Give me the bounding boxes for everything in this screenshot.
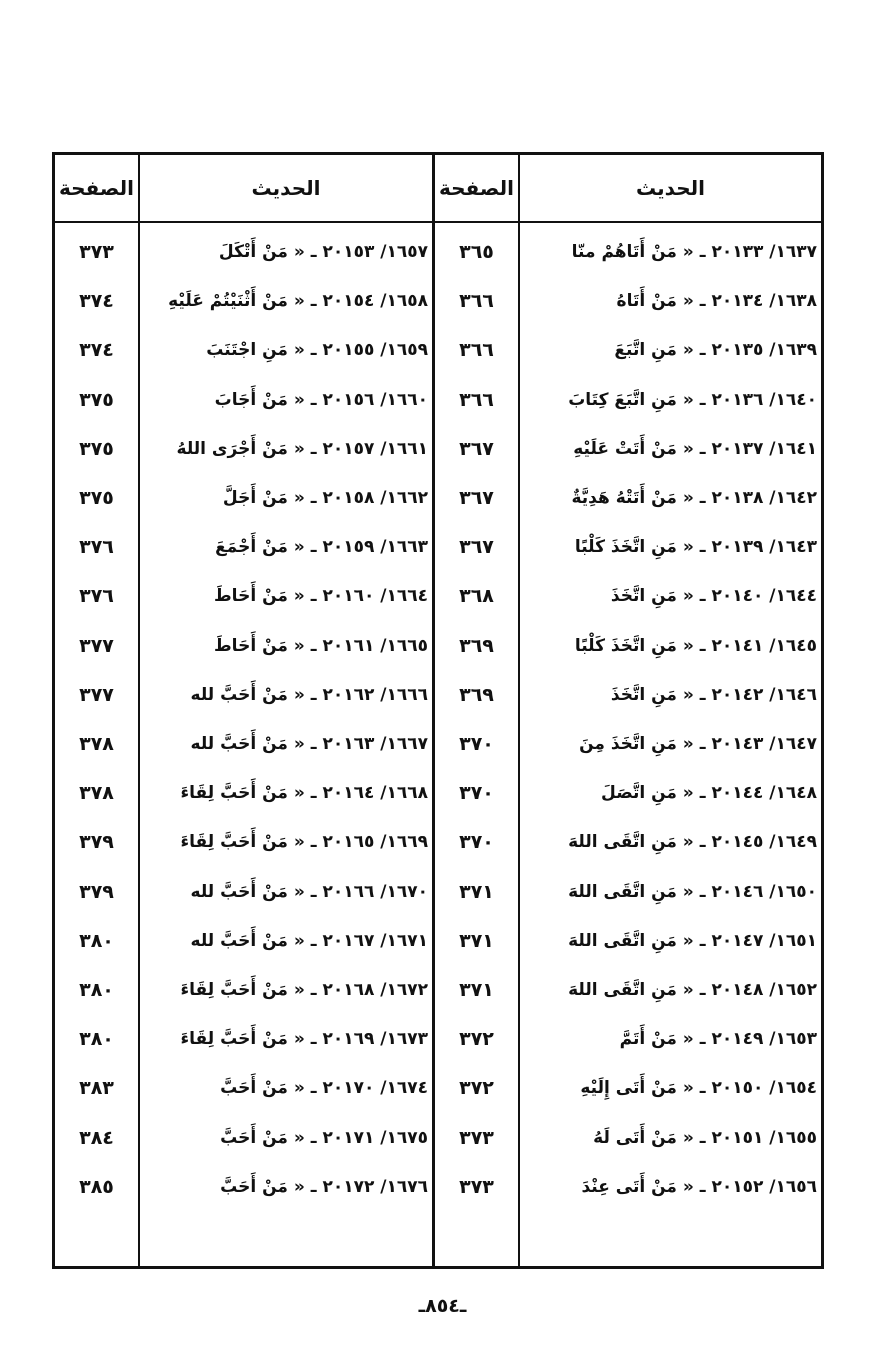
hadith-entry: ١٦٥٠/ ٢٠١٤٦ ـ « مَنِ اتَّقَى اللهَ [568,881,817,902]
header-hadith-left: الحديث [251,176,321,200]
hadith-entry: ١٦٥٨/ ٢٠١٥٤ ـ « مَنْ أَثْنَيْتُمْ عَلَيْهِ [168,291,428,312]
page-ref: ٣٧٠ [459,733,494,755]
hadith-entry: ١٦٧٦/ ٢٠١٧٢ ـ « مَنْ أَحَبَّ [220,1176,428,1197]
hadith-entry: ١٦٥٣/ ٢٠١٤٩ ـ « مَنْ أَتَمَّ [619,1029,817,1050]
page-ref: ٣٧٦ [79,536,114,559]
table-row [55,768,821,818]
page-ref: ٣٧٤ [79,339,114,362]
hadith-entry: ١٦٣٧/ ٢٠١٣٣ ـ « مَنْ أَتَاهُمْ منّا [571,242,817,262]
table-row [55,1113,821,1163]
page-ref: ٣٦٧ [459,536,494,559]
header-page-left: الصفحة [58,176,134,200]
page-ref: ٣٨٠ [79,979,114,1001]
hadith-entry: ١٦٤٨/ ٢٠١٤٤ ـ « مَنِ اتَّصَلَ [601,783,817,804]
hadith-entry: ١٦٧٠/ ٢٠١٦٦ ـ « مَنْ أَحَبَّ لله [190,881,428,902]
hadith-entry: ١٦٧١/ ٢٠١٦٧ ـ « مَنْ أَحَبَّ لله [190,930,428,951]
hadith-entry: ١٦٤٤/ ٢٠١٤٠ ـ « مَنِ اتَّخَذَ [610,586,817,607]
page-ref: ٣٧١ [459,929,494,952]
hadith-entry: ١٦٥١/ ٢٠١٤٧ ـ « مَنِ اتَّقَى اللهَ [568,930,817,951]
table-row [55,621,821,671]
page-ref: ٣٧٥ [79,487,114,509]
table-row [55,522,821,572]
page-ref: ٣٧٢ [459,1028,494,1051]
hadith-entry: ١٦٦٣/ ٢٠١٥٩ ـ « مَنْ أَجْمَعَ [215,537,428,558]
page-ref: ٣٧٩ [79,831,114,854]
hadith-entry: ١٦٦٤/ ٢٠١٦٠ ـ « مَنْ أَحَاطَ [214,586,428,607]
hadith-index-table [52,152,824,1269]
page-ref: ٣٧٨ [79,782,114,805]
hadith-entry: ١٦٥٩/ ٢٠١٥٥ ـ « مَنِ اجْتَنَبَ [206,340,428,361]
hadith-entry: ١٦٤٣/ ٢٠١٣٩ ـ « مَنِ اتَّخَذَ كَلْبًا [574,537,817,558]
hadith-entry: ١٦٤٧/ ٢٠١٤٣ ـ « مَنِ اتَّخَذَ مِنَ [579,734,817,754]
hadith-entry: ١٦٧٥/ ٢٠١٧١ ـ « مَنْ أَحَبَّ [220,1127,428,1148]
hadith-entry: ١٦٧٣/ ٢٠١٦٩ ـ « مَنْ أَحَبَّ لِقَاءَ [180,1029,428,1050]
page-ref: ٣٨٠ [79,1028,114,1051]
table-row [55,965,821,1015]
table-row [55,424,821,474]
table-row [55,375,821,425]
page-ref: ٣٧٥ [79,388,114,411]
hadith-entry: ١٦٥٦/ ٢٠١٥٢ ـ « مَنْ أَتَى عِنْدَ [581,1176,817,1197]
hadith-entry: ١٦٦٢/ ٢٠١٥٨ ـ « مَنْ أَجَلَّ [222,488,428,508]
hadith-entry: ١٦٥٧/ ٢٠١٥٣ ـ « مَنْ أَتْكَلَ [218,242,428,262]
page-ref: ٣٧٣ [459,1126,494,1149]
table-row [55,1162,821,1212]
page-ref: ٣٨٠ [79,929,114,952]
table-row [55,670,821,720]
page-ref: ٣٧٢ [459,1077,494,1100]
page-ref: ٣٨٥ [79,1175,114,1198]
hadith-entry: ١٦٤٠/ ٢٠١٣٦ ـ « مَنِ اتَّبَعَ كِتَابَ [568,389,817,410]
table-row [55,473,821,523]
page-ref: ٣٧٠ [459,782,494,805]
page-ref: ٣٧٥ [79,437,114,460]
page-ref: ٣٧١ [459,880,494,903]
page-ref: ٣٧٣ [459,1175,494,1198]
hadith-entry: ١٦٦٦/ ٢٠١٦٢ ـ « مَنْ أَحَبَّ لله [190,684,428,705]
table-row [55,325,821,375]
hadith-entry: ١٦٤٦/ ٢٠١٤٢ ـ « مَنِ اتَّخَذَ [610,684,817,705]
page-ref: ٣٧٤ [79,290,114,313]
hadith-entry: ١٦٧٢/ ٢٠١٦٨ ـ « مَنْ أَحَبَّ لِقَاءَ [180,980,428,1000]
page-ref: ٣٦٦ [459,290,494,313]
page-ref: ٣٧٧ [79,683,114,706]
hadith-entry: ١٦٤٢/ ٢٠١٣٨ ـ « مَنْ أَتَتْهُ هَدِيَّةٌ [571,488,817,508]
hadith-entry: ١٦٧٤/ ٢٠١٧٠ ـ « مَنْ أَحَبَّ [220,1078,428,1099]
page-ref: ٣٦٦ [459,388,494,411]
table-row [55,571,821,621]
hadith-entry: ١٦٦٨/ ٢٠١٦٤ ـ « مَنْ أَحَبَّ لِقَاءَ [180,783,428,804]
hadith-entry: ١٦٦٧/ ٢٠١٦٣ ـ « مَنْ أَحَبَّ لله [190,734,428,754]
hadith-entry: ١٦٤٩/ ٢٠١٤٥ ـ « مَنِ اتَّقَى اللهَ [568,832,817,853]
page-ref: ٣٦٩ [459,634,494,657]
page-ref: ٣٧١ [459,979,494,1001]
table-row [55,1063,821,1113]
page-number: ـ٨٥٤ـ [418,1295,467,1317]
page-ref: ٣٨٣ [79,1077,114,1100]
hadith-entry: ١٦٣٨/ ٢٠١٣٤ ـ « مَنْ أَتَاهُ [616,291,817,312]
header-hadith-right: الحديث [635,176,705,200]
page-ref: ٣٧٨ [79,733,114,755]
hadith-entry: ١٦٤٥/ ٢٠١٤١ ـ « مَنِ اتَّخَذَ كَلْبًا [574,635,817,656]
page-ref: ٣٦٨ [459,585,494,608]
page-ref: ٣٦٧ [459,487,494,509]
hadith-entry: ١٦٣٩/ ٢٠١٣٥ ـ « مَنِ اتَّبَعَ [614,340,817,361]
page-ref: ٣٦٥ [459,241,494,263]
hadith-entry: ١٦٥٥/ ٢٠١٥١ ـ « مَنْ أَتَى لَهُ [593,1127,817,1148]
hadith-entry: ١٦٦١/ ٢٠١٥٧ ـ « مَنْ أَجْرَى اللهُ [176,438,428,459]
page-ref: ٣٧٠ [459,831,494,854]
page-ref: ٣٦٧ [459,437,494,460]
header-divider [55,221,821,223]
table-row [55,1014,821,1064]
page-ref: ٣٧٩ [79,880,114,903]
page-ref: ٣٨٤ [79,1126,114,1149]
table-row [55,867,821,917]
page-ref: ٣٦٦ [459,339,494,362]
table-row [55,719,821,769]
table-row [55,276,821,326]
header-page-right: الصفحة [438,176,514,200]
table-row [55,916,821,966]
hadith-entry: ١٦٥٢/ ٢٠١٤٨ ـ « مَنِ اتَّقَى اللهَ [568,980,817,1000]
page-ref: ٣٧٧ [79,634,114,657]
page-ref: ٣٦٩ [459,683,494,706]
hadith-entry: ١٦٤١/ ٢٠١٣٧ ـ « مَنْ أَتَتْ عَلَيْهِ [573,438,817,459]
page-ref: ٣٧٦ [79,585,114,608]
hadith-entry: ١٦٥٤/ ٢٠١٥٠ ـ « مَنْ أَتَى إِلَيْهِ [580,1078,817,1099]
hadith-entry: ١٦٦٠/ ٢٠١٥٦ ـ « مَنْ أَجَابَ [214,389,428,410]
table-row [55,817,821,867]
page-ref: ٣٧٣ [79,241,114,263]
hadith-entry: ١٦٦٥/ ٢٠١٦١ ـ « مَنْ أَحَاطَ [214,635,428,656]
table-row [55,227,821,277]
hadith-entry: ١٦٦٩/ ٢٠١٦٥ ـ « مَنْ أَحَبَّ لِقَاءَ [180,832,428,853]
